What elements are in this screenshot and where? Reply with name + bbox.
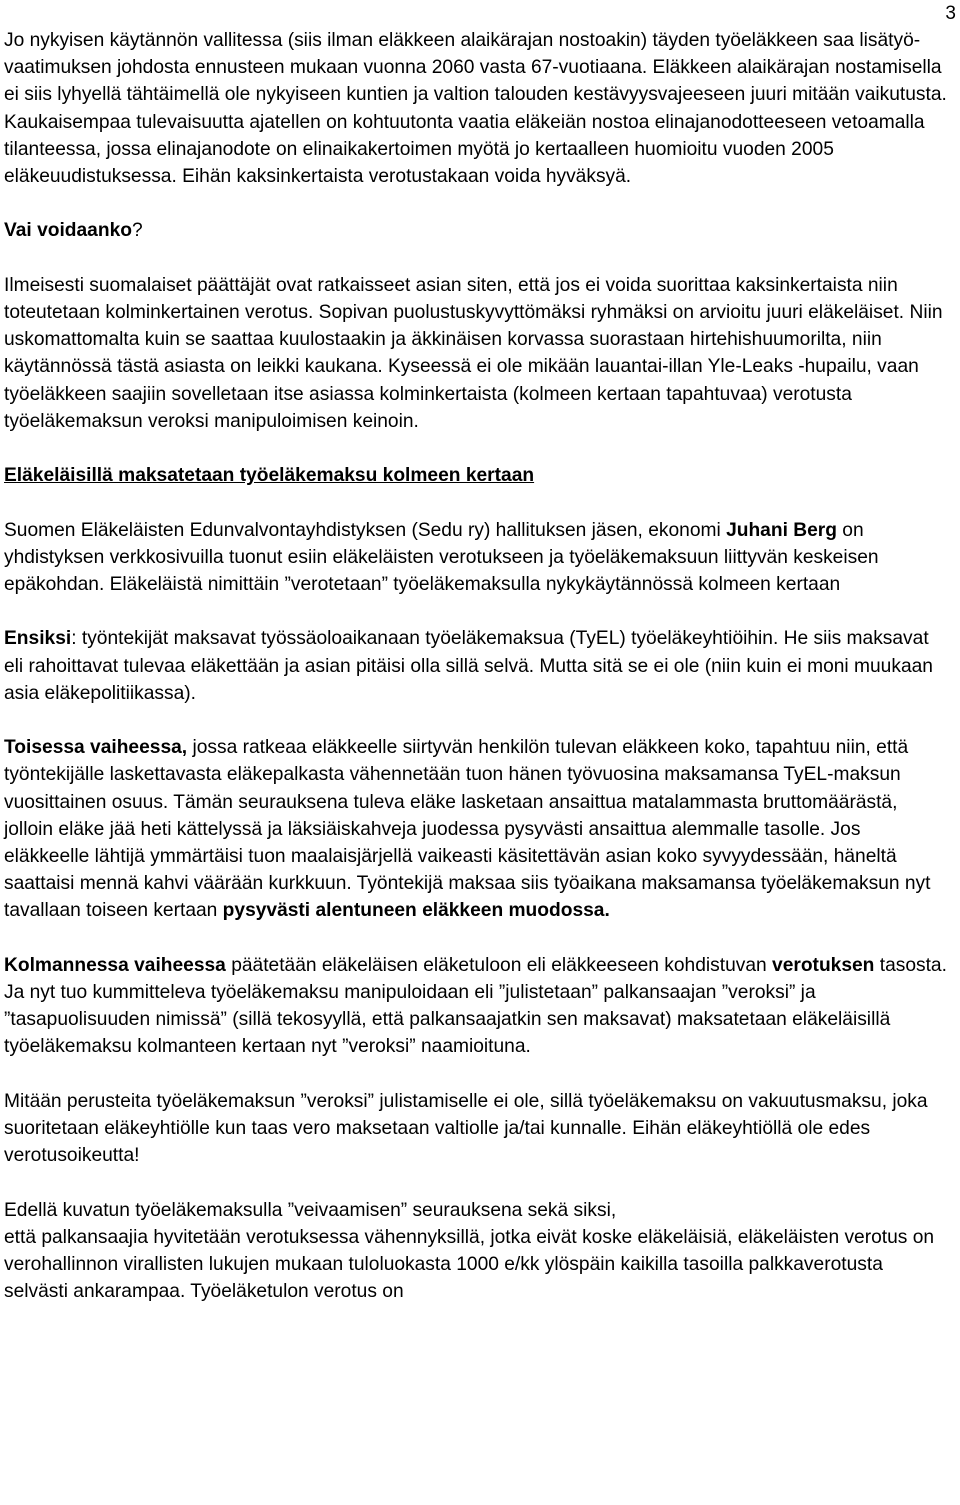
paragraph-triple-taxation: Ilmeisesti suomalaiset päättäjät ovat ratkaisseet asian siten, että jos ei voida suorittaa kaksinkertaista niin toteutetaan kolminkertainen verotus. Sopivan puolustuskyvyttömäksi ryhmäksi on arvioitu juuri eläkeläiset. Niin uskomattomalta kuin se saattaa kuulostaakin ja äkkinäisen korvassa suorastaan hirtehishuumorilta, niin käytännössä tästä asiasta on leikki kaukana. Kyseessä ei ole mikään lauantai-illan Yle-Leaks -hupailu, vaan työeläkkeen saajiin sovelletaan itse asiassa kolminkertaista (kolmeen kertaan tapahtuvaa) verotusta työeläkemaksun veroksi manipuloimisen keinoin.: [4, 274, 943, 432]
paragraph-conclusion: [4, 1197, 948, 1306]
paragraph-third-stage: [4, 952, 948, 1061]
paragraph-intro: Jo nykyisen käytännön vallitessa (siis ilman eläkkeen alaikärajan nostoakin) täyden työeläkkeen saa lisätyö-vaatimuksen johdosta ennusteen mukaan vuonna 2060 vasta 67-vuotiaana. Eläkkeen alaikärajan nostamisella ei siis lyhyellä tähtäimellä ole nykyiseen kuntien ja valtion talouden kestävyysvajeeseen juuri mitään vaikutusta. Kaukaisempaa tulevaisuutta ajatellen on kohtuutonta vaatia eläkeiän nostoa elinajanodotteeseen vetoamalla tilanteessa, jossa elinajanodote on elinaikakertoimen myötä jo kertaalleen huomioitu vuoden 2005 eläkeuudistuksessa. Eihän kaksinkertaista verotustakaan voida hyväksyä.: [4, 30, 947, 188]
third-stage-bold: Kolmannessa vaiheessa: [4, 954, 226, 976]
second-stage-bold: Toisessa vaiheessa,: [4, 737, 188, 759]
document-body: [4, 27, 948, 1305]
third-stage-middle: päätetään eläkeläisen eläketuloon eli eläkkeeseen kohdistuvan: [225, 954, 773, 976]
conclusion-line1: Edellä kuvatun työeläkemaksulla ”veivaamisen” seurauksena sekä siksi,: [4, 1199, 617, 1221]
sedu-before: Suomen Eläkeläisten Edunvalvontayhdistyksen (Sedu ry) hallituksen jäsen, ekonomi: [4, 519, 727, 541]
third-stage-after: tasosta. Ja nyt tuo kummitteleva työeläkemaksu manipuloidaan eli ”julistetaan” palkansaajan ”veroksi” ja ”tasapuolisuuden nimissä” (sillä tekosyyllä, että palkansaajatkin sen maksavat) maksatetaan eläkeläisillä työeläkemaksu kolmanteen kertaan nyt ”veroksi” naamioituna.: [4, 954, 947, 1058]
sedu-after: on yhdistyksen verkkosivuilla tuonut esiin eläkeläisten verotukseen ja työeläkemaksuun liittyvän keskeisen epäkohdan. Eläkeläistä nimittäin ”verotetaan” työeläkemaksulla nykykäytännössä kolmeen kertaan: [4, 519, 879, 595]
question-bold: Vai voidaanko: [4, 220, 132, 242]
third-stage-bold2: verotuksen: [772, 954, 875, 976]
paragraph-no-grounds: Mitään perusteita työeläkemaksun ”veroksi” julistamiselle ei ole, sillä työeläkemaksu on vakuutusmaksu, joka suoritetaan eläkeyhtiölle kun taas vero maksetaan valtiolle ja/tai kunnalle. Eihän eläkeyhtiöllä ole edes verotusoikeutta!: [4, 1090, 928, 1167]
second-stage-bold-end: pysyvästi alentuneen eläkkeen muodossa.: [222, 900, 610, 922]
question-mark: ?: [131, 220, 143, 242]
person-name: Juhani Berg: [726, 519, 837, 541]
page-number: 3: [945, 3, 956, 24]
conclusion-rest: että palkansaajia hyvitetään verotuksessa vähennyksillä, jotka eivät koske eläkeläisiä, eläkeläisten verotus on verohallinnon virallisten lukujen mukaan tuloluokasta 1000 e/kk ylöspäin kaikilla tasoilla palkkaverotusta selvästi ankarampaa. Työeläketulon verotus on: [4, 1226, 935, 1303]
paragraph-sedu: [4, 517, 948, 599]
paragraph-first-stage: [4, 625, 948, 707]
paragraph-question: [4, 217, 948, 244]
first-stage-bold: Ensiksi: [4, 628, 72, 650]
section-heading: [4, 462, 948, 489]
section-heading-text: Eläkeläisillä maksatetaan työeläkemaksu kolmeen kertaan: [4, 465, 535, 487]
first-stage-text: : työntekijät maksavat työssäoloaikanaan työeläkemaksua (TyEL) työeläkeyhtiöihin. He siis maksavat eli rahoittavat tulevaa eläkettään ja asian pitäisi olla sillä selvä. Mutta sitä se ei ole (niin kuin ei moni muukaan asia eläkepolitiikassa).: [4, 628, 933, 704]
paragraph-second-stage: [4, 734, 948, 924]
second-stage-text: jossa ratkeaa eläkkeelle siirtyvän henkilön tulevan eläkkeen koko, tapahtuu niin, että työntekijälle laskettavasta eläkepalkasta vähennetään tuon hänen työvuosina maksamansa TyEL-maksun vuosittainen osuus. Tämän seurauksena tuleva eläke lasketaan ansaittua matalammasta bruttomäärästä, jolloin eläke jää heti kättelyssä ja läksiäiskahveja juodessa pysyvästi ansaittua alemmalle tasolle. Jos eläkkeelle lähtijä ymmärtäisi tuon maalaisjärjellä vaikeasti käsitettävän asian koko syvyydessään, häneltä saattaisi mennä kahvi väärään kurkkuun. Työntekijä maksaa siis työaikana maksamansa työeläkemaksun nyt tavallaan toiseen kertaan: [4, 737, 931, 922]
